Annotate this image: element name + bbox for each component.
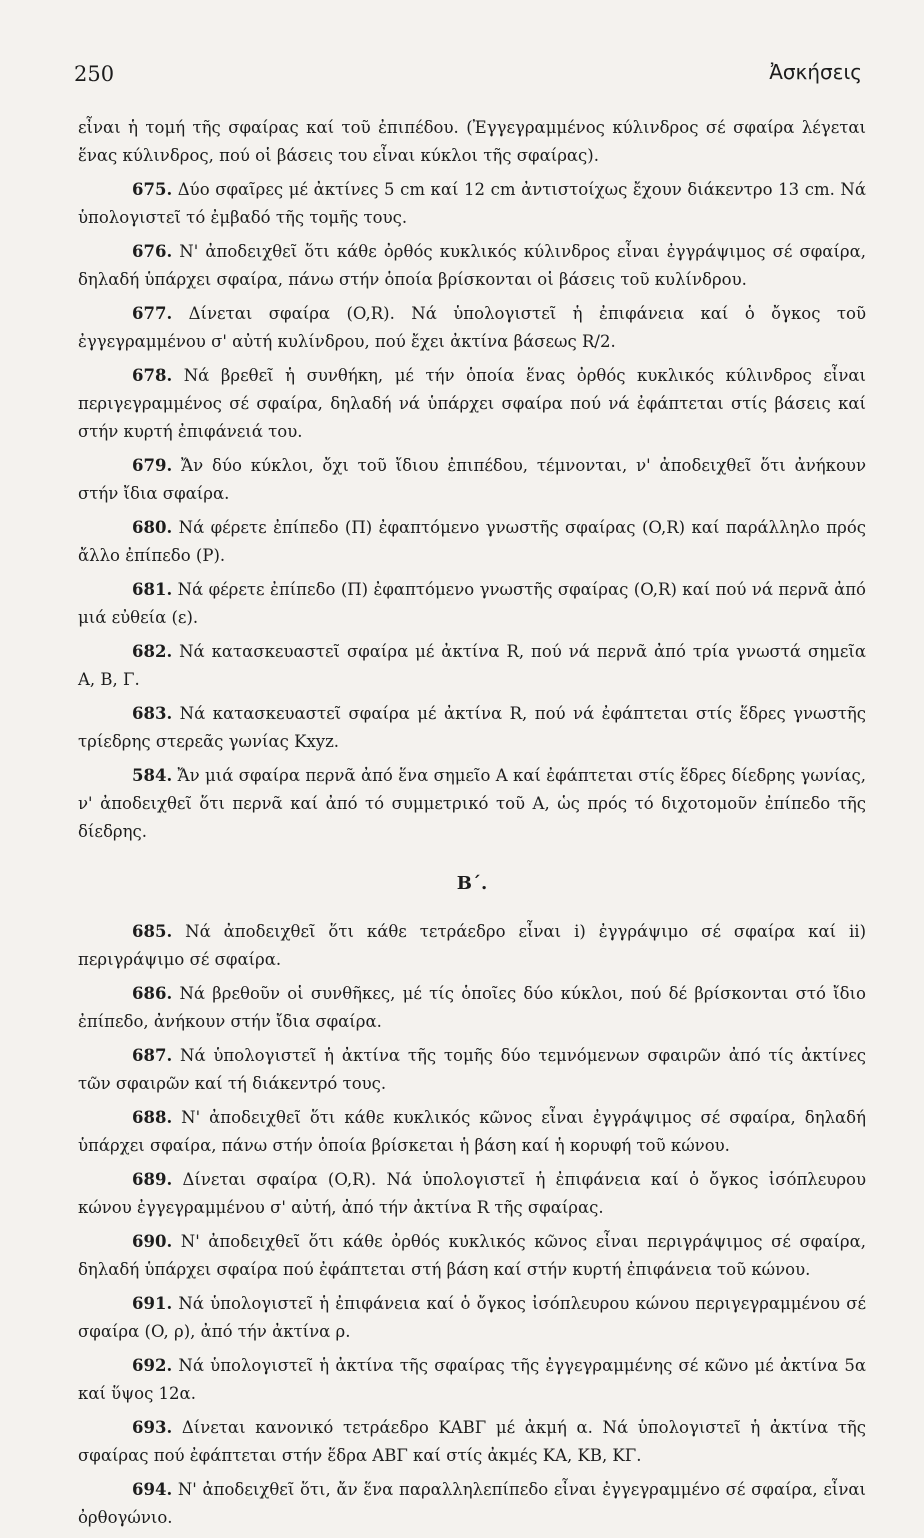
exercise-text: Δίνεται σφαίρα (O,R). Νά ὑπολογιστεῖ ἡ ἐπιφάνεια καί ὁ ὄγκος ἰσόπλευρου κώνου ἐγγεγραμμένου σ' αὐτή, ἀπό τήν ἀκτίνα R τῆς σφαίρας.: [78, 1170, 866, 1217]
exercise: [78, 1476, 866, 1532]
exercise-text: Νά ἀποδειχθεῖ ὅτι κάθε τετράεδρο εἶναι i) ἐγγράψιμο σέ σφαίρα καί ii) περιγράψιμο σέ σφαίρα.: [78, 922, 867, 969]
exercise-text: Δίνεται κανονικό τετράεδρο ΚΑΒΓ μέ ἀκμή α. Νά ὑπολογιστεῖ ἡ ἀκτίνα τῆς σφαίρας πού ἐφάπτεται στήν ἕδρα ΑΒΓ καί στίς ἀκμές ΚΑ, ΚΒ, ΚΓ.: [78, 1418, 867, 1465]
exercise: [78, 514, 866, 570]
exercise-text: Ν' ἀποδειχθεῖ ὅτι κάθε ὀρθός κυκλικός κύλινδρος εἶναι ἐγγράψιμος σέ σφαίρα, δηλαδή ὑπάρχει σφαίρα, πάνω στήν ὁποία βρίσκονται οἱ βάσεις τοῦ κυλίνδρου.: [78, 242, 866, 289]
exercise-text: Δίνεται σφαίρα (O,R). Νά ὑπολογιστεῖ ἡ ἐπιφάνεια καί ὁ ὄγκος τοῦ ἐγγεγραμμένου σ' αὐτή κυλίνδρου, πού ἔχει ἀκτίνα βάσεως R/2.: [78, 304, 866, 351]
exercise-number: 693.: [132, 1418, 173, 1437]
exercise: [78, 1290, 866, 1346]
section-heading: Β΄.: [456, 873, 488, 894]
body-text: [78, 114, 866, 1538]
exercise-number: 681.: [132, 580, 173, 599]
exercise-number: 677.: [132, 304, 173, 323]
exercise-text: Νά φέρετε ἐπίπεδο (Π) ἐφαπτόμενο γνωστῆς σφαίρας (O,R) καί παράλληλο πρός ἄλλο ἐπίπεδο (P).: [78, 518, 866, 565]
exercise-text: Δύο σφαῖρες μέ ἀκτίνες 5 cm καί 12 cm ἀντιστοίχως ἔχουν διάκεντρο 13 cm. Νά ὑπολογιστεῖ τό ἐμβαδό τῆς τομῆς τους.: [78, 180, 866, 227]
exercise-number: 685.: [132, 922, 173, 941]
exercise: [78, 300, 866, 356]
exercise-text: Νά κατασκευαστεῖ σφαίρα μέ ἀκτίνα R, πού νά ἐφάπτεται στίς ἕδρες γνωστῆς τρίεδρης στερεᾶς γωνίας Kxyz.: [78, 704, 866, 751]
exercise: [78, 176, 866, 232]
exercise-number: 691.: [132, 1294, 173, 1313]
exercise-text: Ν' ἀποδειχθεῖ ὅτι κάθε ὀρθός κυκλικός κῶνος εἶναι περιγράψιμος σέ σφαίρα, δηλαδή ὑπάρχει σφαίρα πού ἐφάπτεται στή βάση καί στήν κυρτή ἐπιφάνεια τοῦ κώνου.: [78, 1232, 867, 1279]
exercise: [78, 918, 866, 974]
exercise-text: Ἄν μιά σφαίρα περνᾶ ἀπό ἕνα σημεῖο A καί ἐφάπτεται στίς ἕδρες δίεδρης γωνίας, ν' ἀποδειχθεῖ ὅτι περνᾶ καί ἀπό τό συμμετρικό τοῦ A, ὡς πρός τό διχοτομοῦν ἐπίπεδο τῆς δίεδρης.: [78, 766, 867, 841]
exercise-number: 676.: [132, 242, 173, 261]
exercise: [78, 1042, 866, 1098]
exercise: [78, 362, 866, 446]
exercise-number: 692.: [132, 1356, 173, 1375]
exercise-number: 682.: [132, 642, 173, 661]
page-number: 250: [74, 62, 115, 86]
exercise-text: Ν' ἀποδειχθεῖ ὅτι, ἄν ἕνα παραλληλεπίπεδο εἶναι ἐγγεγραμμένο σέ σφαίρα, εἶναι ὀρθογώνιο.: [78, 1480, 866, 1527]
exercise: [78, 1166, 866, 1222]
exercise-list-a: [78, 176, 866, 846]
exercise: [78, 762, 866, 846]
exercise-number: 690.: [132, 1232, 173, 1251]
exercise: [78, 700, 866, 756]
exercise-text: Νά κατασκευαστεῖ σφαίρα μέ ἀκτίνα R, πού νά περνᾶ ἀπό τρία γνωστά σημεῖα A, B, Γ.: [78, 642, 867, 689]
exercise-number: 688.: [132, 1108, 173, 1127]
exercise: [78, 1352, 866, 1408]
exercise-number: 678.: [132, 366, 173, 385]
exercise-number: 689.: [132, 1170, 173, 1189]
exercise-number: 584.: [132, 766, 173, 785]
exercise: [78, 576, 866, 632]
exercise-text: Νά ὑπολογιστεῖ ἡ ἀκτίνα τῆς σφαίρας τῆς ἐγγεγραμμένης σέ κῶνο μέ ἀκτίνα 5α καί ὕψος 12α.: [78, 1356, 866, 1403]
exercise: [78, 1414, 866, 1470]
exercise-text: Νά ὑπολογιστεῖ ἡ ἀκτίνα τῆς τομῆς δύο τεμνόμενων σφαιρῶν ἀπό τίς ἀκτίνες τῶν σφαιρῶν καί τή διάκεντρό τους.: [78, 1046, 866, 1093]
exercise: [78, 238, 866, 294]
exercise-number: 680.: [132, 518, 173, 537]
exercise-text: Νά βρεθοῦν οἱ συνθῆκες, μέ τίς ὁποῖες δύο κύκλοι, πού δέ βρίσκονται στό ἴδιο ἐπίπεδο, ἀνήκουν στήν ἴδια σφαίρα.: [78, 984, 866, 1031]
exercise-text: Νά φέρετε ἐπίπεδο (Π) ἐφαπτόμενο γνωστῆς σφαίρας (O,R) καί πού νά περνᾶ ἀπό μιά εὐθεία (ε).: [78, 580, 866, 627]
exercise-number: 687.: [132, 1046, 173, 1065]
exercise-text: Νά βρεθεῖ ἡ συνθήκη, μέ τήν ὁποία ἕνας ὀρθός κυκλικός κύλινδρος εἶναι περιγεγραμμένος σέ σφαίρα, δηλαδή νά ὑπάρχει σφαίρα πού νά ἐφάπτεται στίς βάσεις καί στήν κυρτή ἐπιφάνειά του.: [78, 366, 866, 441]
exercise-number: 694.: [132, 1480, 173, 1499]
exercise: [78, 980, 866, 1036]
exercise-number: 675.: [132, 180, 173, 199]
exercise-text: Ν' ἀποδειχθεῖ ὅτι κάθε κυκλικός κῶνος εἶναι ἐγγράψιμος σέ σφαίρα, δηλαδή ὑπάρχει σφαίρα, πάνω στήν ὁποία βρίσκεται ἡ βάση καί ἡ κορυφή τοῦ κώνου.: [78, 1108, 866, 1155]
exercise-number: 683.: [132, 704, 173, 723]
exercise-text: Ἄν δύο κύκλοι, ὄχι τοῦ ἴδιου ἐπιπέδου, τέμνονται, ν' ἀποδειχθεῖ ὅτι ἀνήκουν στήν ἴδια σφαίρα.: [78, 456, 866, 503]
intro-paragraph: εἶναι ἡ τομή τῆς σφαίρας καί τοῦ ἐπιπέδου. (Ἐγγεγραμμένος κύλινδρος σέ σφαίρα λέγεται ἕνας κύλινδρος, πού οἱ βάσεις του εἶναι κύκλοι τῆς σφαίρας).: [78, 118, 866, 165]
exercise-number: 679.: [132, 456, 173, 475]
exercise: [78, 452, 866, 508]
running-title: Ἀσκήσεις: [769, 60, 862, 84]
exercise-list-b: [78, 918, 866, 1532]
exercise: [78, 638, 866, 694]
exercise-text: Νά ὑπολογιστεῖ ἡ ἐπιφάνεια καί ὁ ὄγκος ἰσόπλευρου κώνου περιγεγραμμένου σέ σφαίρα (O, ρ), ἀπό τήν ἀκτίνα ρ.: [78, 1294, 867, 1341]
exercise: [78, 1228, 866, 1284]
exercise: [78, 1104, 866, 1160]
exercise-number: 686.: [132, 984, 173, 1003]
